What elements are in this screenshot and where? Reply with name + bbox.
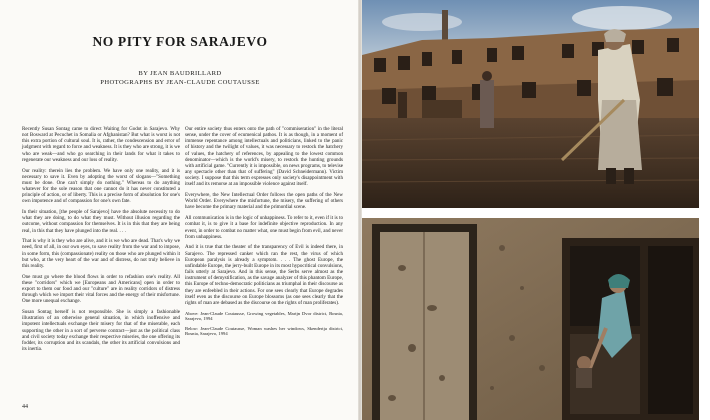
paragraph: Our reality: therein lies the problem. We have only one reality, and it is necessary to save it. Even by adopting the worst of slogans—"Something must be done. One can't simply do nothing." Whereas to do anything whatever for the sole reason that one cannot do it has never constituted a principle of action, or of liberty. This is a precise form of absolution for one's own impotence and of compassion for one's own fate. <box>22 167 180 205</box>
paragraph: Everywhere, the New Intellectual Order follows the open paths of the New World Order. Everywhere the misfortune, the misery, the suffering of others have become the primary material and the primordial scene. <box>185 192 343 211</box>
gardening-photo-illustration <box>362 0 699 208</box>
article-title: NO PITY FOR SARAJEVO <box>92 34 268 49</box>
child-figure <box>576 356 592 388</box>
paragraph: All communication is in the logic of unhappiness. To refer to it, even if it is to combat it, is to give it a base for indefinite objective reproduction. In any event, in order to combat no matter what, one must begin from evil, and never from unhappiness. <box>185 215 343 240</box>
text-column-left <box>22 126 180 357</box>
paragraph: Our entire society thus enters onto the path of "commiseration" in the literal sense, under the cover of ecumenical pathos. It is as though, in a moment of immense repentance among intellectuals and politicians, linked to the panic of history and the twilight of values, it was necessary to restock the hatchery of values, the hatchery of references, by appealing to the lowest common denominator—which is the world's misery, to restock the hunting grounds with artificial game. "Currently it is impossible, on news programs, to televise any spectacle other than that of suffering" (David Schneidermann). Victim society. I suppose that this term expresses only society's disappointment with itself and its remorse at an impossible violence against itself. <box>185 126 343 188</box>
photo-caption-below: Below: Jean-Claude Coutausse, Woman washes her windows, Skenderija district, Bosnia, Sarajevo, 1994 <box>185 325 343 337</box>
photo-gap <box>362 208 699 218</box>
page-number: 44 <box>22 404 28 410</box>
photo-top-gardening <box>362 0 699 208</box>
window-photo-illustration <box>362 218 699 420</box>
paragraph: In their situation, [the people of Sarajevo] have the absolute necessity to do what they are doing, to do what they must. Without illusion regarding the outcome, without compassion for themselves. It is in this that they are being real, in this that they have plunged into the real. . . . <box>22 209 180 234</box>
paragraph: Recently Susan Sontag came to direct Waiting for Godot in Sarajevo. Why not Bosward at Pecuchet in Somalia or Afghanistan? But what is worst is not this extra portion of cultural soul. It is, rather, the condescension and error of judgment with regard to force and weakness. It is they who are strong, it is we who are weak—and who go searching in their lands for what it takes to regenerate our weakness and our loss of reality. <box>22 126 180 163</box>
author-byline: BY JEAN BAUDRILLARD <box>138 70 222 77</box>
photo-bottom-window <box>362 218 699 420</box>
photo-caption-above: Above: Jean-Claude Coutausse, Growing vegetables, Marijn Dvor district, Bosnia, Sarajevo, 1994 <box>185 310 343 322</box>
paragraph: Susan Sontag herself is not responsible. She is simply a fashionable illustration of an otherwise general situation, in which inoffensive and impotent intellectuals exchange their misery for that of the miserable, each supporting the other in a sort of perverse contract—just as the political class and civil society today exchange their respective miseries, the one offering its fodder, its corruption and its scandals, the other its artificial convulsions and its inertia. <box>22 309 180 352</box>
paragraph: That is why it is they who are alive, and it is we who are dead. That's why we need, first of all, in our own eyes, to save reality from the war and to impose, in some form, this (compassionate) reality on those who are plunged within it but who, at the very heart of the war and of distress, do not truly believe in this reality. <box>22 238 180 269</box>
paragraph: One must go where the blood flows in order to refashion one's reality. All these "corridors" which we [Europeans and Americans] open in order to export to them our food and our "culture" are in reality corridors of distress through which we import their vital forces and the energy of their misfortune. One more unequal exchange. <box>22 273 180 305</box>
paragraph: And it is true that the theater of the transparency of Evil is indeed there, in Sarajevo. The repressed canker which ran the rest, the virus of which European paralysis is already a symptom. . . . The ghost Europe, the unfindable Europe, the jerry-built Europe in its most hypocritical convulsions, fails utterly at Sarajevo. And in this sense, the Serbs serve almost as the instrument of demystification, as the savage analyzer of this phantom Europe, this Europe of techno-democratic politicians as triumphal in their discourse as they are enfeebled in their actions. For one sees clearly that Europe degrades itself even as the discourse on Europe blossoms (as one sees clearly that the rights of man are debased as the discourse on the rights of man proliferates). <box>185 244 343 306</box>
text-column-right <box>185 126 343 337</box>
right-margin <box>699 0 710 420</box>
photographer-byline: PHOTOGRAPHS BY JEAN-CLAUDE COUTAUSSE <box>100 79 260 86</box>
